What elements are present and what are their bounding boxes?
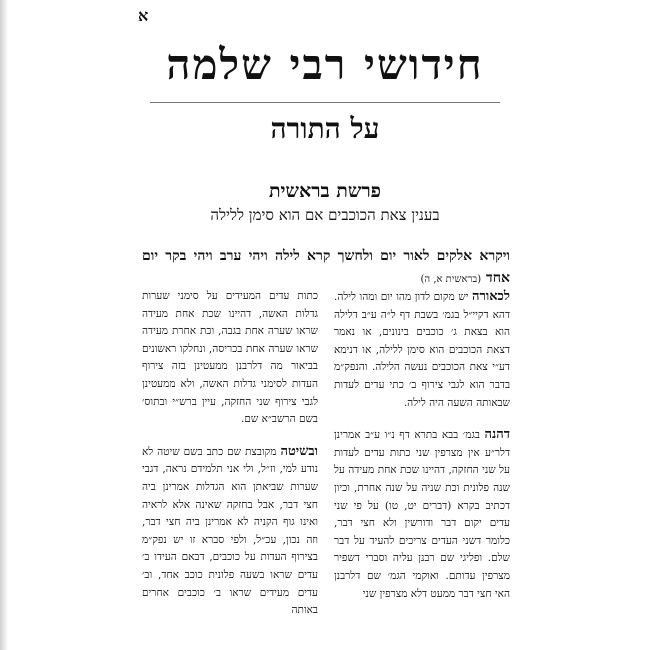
title-divider [150,102,500,103]
book-subtitle: על התורה [270,112,380,145]
paragraph-text: כתות עדים המעידים על סימני שערות גדלות האשה, דהיינו שכת אחת מעידה שראו שערה אחת בגבה, וכת אחרת מעידה שראו שערה אחת בכריסה, ונחלקו ראשונים בביאור מה דלרבנן ממעטינן בזה צירוף העדות לסימני גדלות האשה, ולא ממעטינן לגבי צירוף שני החזקה, עיין ברש״י ובתוס׳ בשם הרשב״א שם. [142,290,318,426]
verse-text: ויקרא אלקים לאור יום ולחשך קרא לילה ויהי ערב ויהי בקר יום אחד [142,248,510,286]
page-number: א [138,6,149,25]
paragraph-lead-word: לכאורה [472,289,510,304]
paragraph-lead-word: ובשיטה [280,443,319,459]
topic-heading: בענין צאת הכוכבים אם הוא סימן ללילה [210,206,440,224]
binding-shadow [0,0,8,650]
parsha-heading: פרשת בראשית [268,180,382,202]
paragraph-text: בגמ׳ בבא בתרא דף נ״ו ע״ב אמרינן דלר״ע אין מצרפין שני כתות עדים לעדות על שני החזקה, דהיינו שכת אחת מעידה על שנה פלונית וכת שניה על שנה אחרת, וכיון דכתיב בקרא (דברים יט, טו) על פי שני עדים יקום דבר ודורשין ולא חצי דבר, כלומר דשני העדים צריכים להעיד על דבר שלם. ופליגי שם רבנן עליה וסברי דשפיר מצרפין עדותם. ואוקמי הגמ׳ שם דלרבנן האי חצי דבר ממעט דלא מצרפין שני [334,429,510,600]
left-column [142,288,318,620]
verse-quote [142,245,510,291]
paragraph-text: מקובצת שם כתב בשם שיטה לא נודע למי, וז״ל, ולי אני תלמידם נראה, דגבי שערות שביאתן הוא הגדלות אמרינן ביה חצי דבר, אבל בחזקה שאינה אלא לראיה ואינו גוף הקניה לא אמרינן ביה חצי דבר, וזה נכון, עכ״ל, ולפי סברא זו יש נפק״מ בצירוף העדות על כוכבים, דבאם העידו ב׳ עדים שראו בשעה פלונית כוכב אחד, וב׳ עדים מעידים שראו ב׳ כוכבים אחרים באותה [142,445,318,617]
verse-reference: (בראשית א, ה) [420,274,482,285]
book-title: חידושי רבי שלמה [166,40,484,89]
paragraph-lead-word: דהנה [484,427,510,443]
right-column [334,288,510,603]
paragraph-text: יש מקום לדון מהו יום ומהו לילה. דהא דקיי״ל בגמ׳ בשבת דף ל״ה ע״ב דלילה הוא בצאת ג׳ כוכבים בינונים, או נאמר דצאת הכוכבים הוא סימן ללילה, או דנימא דע״י צאת הכוכבים נעשה הלילה. והנפק״מ בדבר הוא לגבי צירוף ב׳ כתי עדים לעדות שבאותה השעה היה לילה. [334,291,510,409]
